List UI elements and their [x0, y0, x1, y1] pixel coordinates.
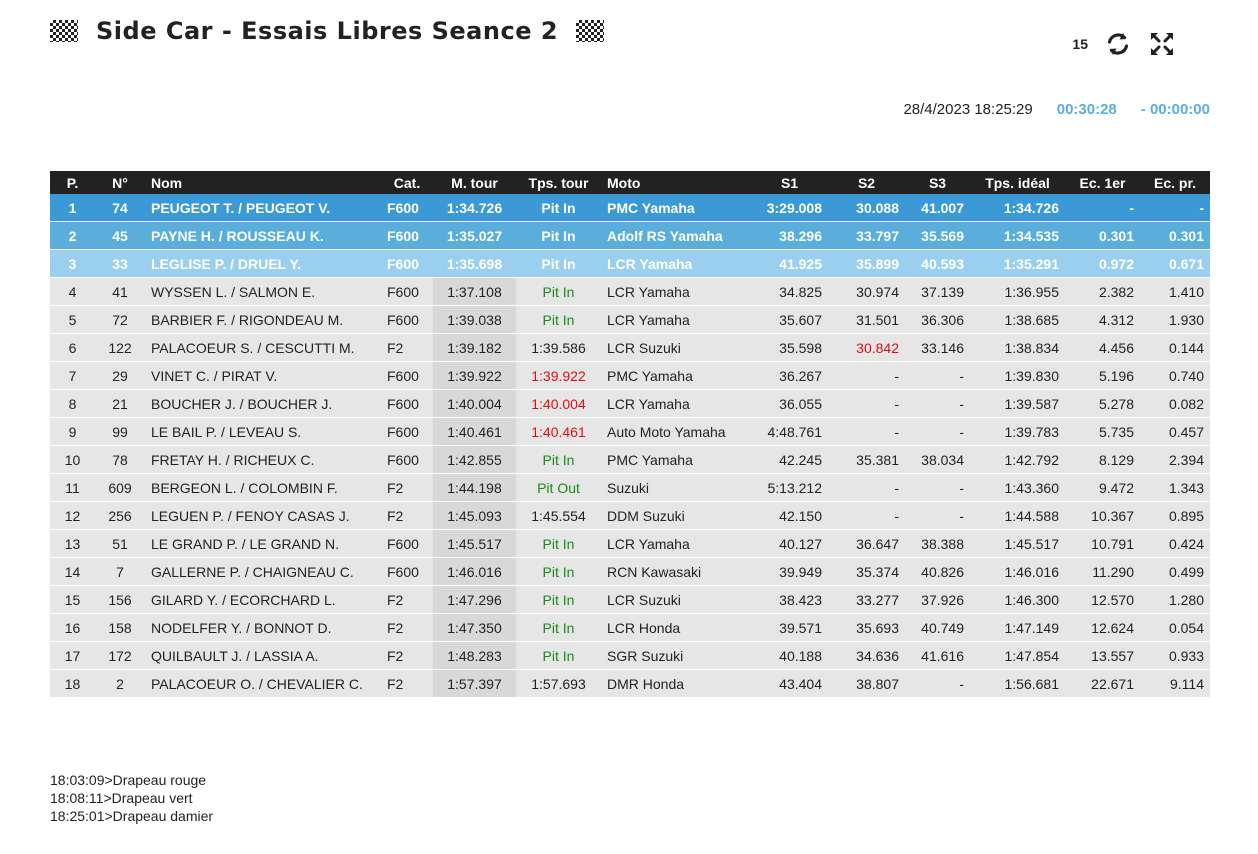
cell-category: F600: [381, 306, 433, 334]
cell-s2: 35.381: [828, 446, 905, 474]
cell-gap-leader: 2.382: [1065, 278, 1140, 306]
cell-position: 6: [50, 334, 95, 362]
cell-number: 122: [95, 334, 145, 362]
message-line: 18:25:01>Drapeau damier: [50, 808, 214, 824]
cell-lap-time: 1:45.554: [516, 502, 601, 530]
cell-name: LE GRAND P. / LE GRAND N.: [145, 530, 381, 558]
cell-gap-previous: 2.394: [1140, 446, 1210, 474]
cell-gap-previous: 1.280: [1140, 586, 1210, 614]
cell-gap-previous: -: [1140, 194, 1210, 222]
cell-s1: 40.127: [751, 530, 828, 558]
cell-bike: DDM Suzuki: [601, 502, 751, 530]
cell-ideal-time: 1:35.291: [970, 250, 1065, 278]
results-body: [50, 194, 1210, 698]
cell-s2: 34.636: [828, 642, 905, 670]
cell-position: 12: [50, 502, 95, 530]
cell-bike: LCR Yamaha: [601, 530, 751, 558]
cell-s3: 35.569: [905, 222, 970, 250]
cell-best-lap: 1:39.038: [433, 306, 516, 334]
cell-lap-time: 1:40.004: [516, 390, 601, 418]
cell-s3: 40.826: [905, 558, 970, 586]
cell-number: 7: [95, 558, 145, 586]
cell-s3: 37.926: [905, 586, 970, 614]
cell-bike: LCR Yamaha: [601, 278, 751, 306]
cell-bike: SGR Suzuki: [601, 642, 751, 670]
cell-ideal-time: 1:36.955: [970, 278, 1065, 306]
page-title: Side Car - Essais Libres Seance 2: [96, 17, 559, 45]
table-row[interactable]: [50, 334, 1210, 362]
cell-gap-previous: 9.114: [1140, 670, 1210, 698]
cell-s2: 30.088: [828, 194, 905, 222]
cell-name: PALACOEUR O. / CHEVALIER C.: [145, 670, 381, 698]
cell-s3: -: [905, 502, 970, 530]
cell-ideal-time: 1:42.792: [970, 446, 1065, 474]
cell-number: 2: [95, 670, 145, 698]
cell-bike: PMC Yamaha: [601, 194, 751, 222]
table-row[interactable]: [50, 306, 1210, 334]
table-row[interactable]: [50, 642, 1210, 670]
cell-number: 156: [95, 586, 145, 614]
header-controls: [1072, 30, 1176, 58]
cell-position: 1: [50, 194, 95, 222]
col-header-category[interactable]: Cat.: [381, 171, 433, 194]
cell-best-lap: 1:47.350: [433, 614, 516, 642]
cell-bike: LCR Yamaha: [601, 306, 751, 334]
cell-gap-previous: 0.457: [1140, 418, 1210, 446]
cell-gap-leader: 12.570: [1065, 586, 1140, 614]
cell-s3: -: [905, 474, 970, 502]
cell-s1: 34.825: [751, 278, 828, 306]
cell-number: 45: [95, 222, 145, 250]
cell-s1: 43.404: [751, 670, 828, 698]
cell-lap-time: 1:39.586: [516, 334, 601, 362]
table-row[interactable]: [50, 614, 1210, 642]
cell-gap-leader: 5.735: [1065, 418, 1140, 446]
table-row[interactable]: [50, 502, 1210, 530]
cell-gap-previous: 0.301: [1140, 222, 1210, 250]
cell-ideal-time: 1:46.300: [970, 586, 1065, 614]
cell-lap-time: 1:39.922: [516, 362, 601, 390]
cell-ideal-time: 1:46.016: [970, 558, 1065, 586]
cell-position: 17: [50, 642, 95, 670]
cell-s2: 30.974: [828, 278, 905, 306]
cell-ideal-time: 1:39.783: [970, 418, 1065, 446]
col-header-gap-leader[interactable]: Ec. 1er: [1065, 171, 1140, 194]
cell-lap-time: Pit In: [516, 642, 601, 670]
cell-s2: 31.501: [828, 306, 905, 334]
cell-best-lap: 1:42.855: [433, 446, 516, 474]
table-row[interactable]: [50, 670, 1210, 698]
cell-gap-previous: 0.054: [1140, 614, 1210, 642]
cell-number: 33: [95, 250, 145, 278]
cell-lap-time: Pit In: [516, 222, 601, 250]
cell-gap-leader: 12.624: [1065, 614, 1140, 642]
cell-number: 21: [95, 390, 145, 418]
cell-number: 158: [95, 614, 145, 642]
cell-gap-previous: 0.144: [1140, 334, 1210, 362]
cell-best-lap: 1:40.461: [433, 418, 516, 446]
cell-best-lap: 1:37.108: [433, 278, 516, 306]
cell-bike: LCR Suzuki: [601, 334, 751, 362]
page-header: [50, 14, 604, 48]
cell-position: 2: [50, 222, 95, 250]
cell-lap-time: Pit In: [516, 558, 601, 586]
cell-s1: 39.949: [751, 558, 828, 586]
cell-best-lap: 1:34.726: [433, 194, 516, 222]
col-header-s1[interactable]: S1: [751, 171, 828, 194]
cell-bike: Adolf RS Yamaha: [601, 222, 751, 250]
cell-name: PEUGEOT T. / PEUGEOT V.: [145, 194, 381, 222]
cell-ideal-time: 1:47.854: [970, 642, 1065, 670]
col-header-position[interactable]: P.: [50, 171, 95, 194]
cell-bike: LCR Suzuki: [601, 586, 751, 614]
cell-ideal-time: 1:39.830: [970, 362, 1065, 390]
cell-gap-leader: 13.557: [1065, 642, 1140, 670]
cell-lap-time: Pit In: [516, 194, 601, 222]
cell-lap-time: Pit In: [516, 530, 601, 558]
cell-gap-previous: 0.082: [1140, 390, 1210, 418]
cell-s2: -: [828, 362, 905, 390]
cell-s3: -: [905, 670, 970, 698]
fullscreen-icon[interactable]: [1148, 30, 1176, 58]
cell-gap-previous: 1.930: [1140, 306, 1210, 334]
cell-lap-time: Pit In: [516, 446, 601, 474]
message-line: 18:03:09>Drapeau rouge: [50, 772, 207, 788]
cell-category: F600: [381, 446, 433, 474]
table-row[interactable]: [50, 558, 1210, 586]
cell-bike: LCR Yamaha: [601, 250, 751, 278]
cell-gap-leader: 9.472: [1065, 474, 1140, 502]
cell-best-lap: 1:44.198: [433, 474, 516, 502]
cell-gap-leader: -: [1065, 194, 1140, 222]
cell-s1: 38.296: [751, 222, 828, 250]
cell-category: F600: [381, 362, 433, 390]
cell-name: WYSSEN L. / SALMON E.: [145, 278, 381, 306]
cell-ideal-time: 1:56.681: [970, 670, 1065, 698]
cell-ideal-time: 1:38.834: [970, 334, 1065, 362]
cell-gap-leader: 4.456: [1065, 334, 1140, 362]
cell-gap-previous: 0.424: [1140, 530, 1210, 558]
table-row[interactable]: [50, 418, 1210, 446]
cell-category: F600: [381, 530, 433, 558]
cell-category: F2: [381, 642, 433, 670]
cell-s1: 39.571: [751, 614, 828, 642]
table-row[interactable]: [50, 222, 1210, 250]
cell-best-lap: 1:39.182: [433, 334, 516, 362]
message-line: 18:08:11>Drapeau vert: [50, 790, 193, 806]
cell-gap-leader: 5.278: [1065, 390, 1140, 418]
cell-name: GALLERNE P. / CHAIGNEAU C.: [145, 558, 381, 586]
table-row[interactable]: [50, 586, 1210, 614]
cell-number: 29: [95, 362, 145, 390]
cell-lap-time: Pit In: [516, 306, 601, 334]
col-header-best-lap[interactable]: M. tour: [433, 171, 516, 194]
col-header-bike[interactable]: Moto: [601, 171, 751, 194]
cell-s2: -: [828, 390, 905, 418]
cell-gap-leader: 10.367: [1065, 502, 1140, 530]
elapsed-time: 00:30:28: [1056, 101, 1117, 118]
cell-number: 256: [95, 502, 145, 530]
col-header-s2[interactable]: S2: [828, 171, 905, 194]
cell-s1: 3:29.008: [751, 194, 828, 222]
cell-s1: 5:13.212: [751, 474, 828, 502]
cell-s1: 35.607: [751, 306, 828, 334]
cell-s2: -: [828, 502, 905, 530]
table-row[interactable]: [50, 446, 1210, 474]
cell-name: FRETAY H. / RICHEUX C.: [145, 446, 381, 474]
cell-gap-leader: 11.290: [1065, 558, 1140, 586]
refresh-interval: 15: [1072, 36, 1088, 52]
cell-s3: 41.007: [905, 194, 970, 222]
cell-lap-time: 1:57.693: [516, 670, 601, 698]
cell-category: F2: [381, 474, 433, 502]
cell-position: 4: [50, 278, 95, 306]
cell-name: QUILBAULT J. / LASSIA A.: [145, 642, 381, 670]
cell-best-lap: 1:57.397: [433, 670, 516, 698]
cell-s1: 42.245: [751, 446, 828, 474]
cell-s1: 42.150: [751, 502, 828, 530]
cell-name: LEGUEN P. / FENOY CASAS J.: [145, 502, 381, 530]
cell-category: F600: [381, 194, 433, 222]
cell-s3: 41.616: [905, 642, 970, 670]
cell-category: F600: [381, 222, 433, 250]
cell-s2: -: [828, 418, 905, 446]
cell-ideal-time: 1:39.587: [970, 390, 1065, 418]
table-row[interactable]: [50, 530, 1210, 558]
cell-ideal-time: 1:38.685: [970, 306, 1065, 334]
cell-position: 11: [50, 474, 95, 502]
cell-ideal-time: 1:44.588: [970, 502, 1065, 530]
cell-s3: 37.139: [905, 278, 970, 306]
cell-best-lap: 1:46.016: [433, 558, 516, 586]
cell-s2: 35.899: [828, 250, 905, 278]
cell-name: LE BAIL P. / LEVEAU S.: [145, 418, 381, 446]
cell-s3: 40.593: [905, 250, 970, 278]
cell-position: 3: [50, 250, 95, 278]
cell-bike: RCN Kawasaki: [601, 558, 751, 586]
cell-number: 74: [95, 194, 145, 222]
checkered-flag-icon: [50, 20, 78, 42]
col-header-s3[interactable]: S3: [905, 171, 970, 194]
checkered-flag-icon: [576, 20, 604, 42]
cell-bike: DMR Honda: [601, 670, 751, 698]
cell-s3: -: [905, 390, 970, 418]
cell-gap-previous: 1.410: [1140, 278, 1210, 306]
cell-best-lap: 1:45.093: [433, 502, 516, 530]
race-messages: [50, 771, 213, 825]
cell-category: F600: [381, 278, 433, 306]
cell-bike: Suzuki: [601, 474, 751, 502]
cell-best-lap: 1:45.517: [433, 530, 516, 558]
cell-gap-leader: 0.972: [1065, 250, 1140, 278]
cell-position: 8: [50, 390, 95, 418]
cell-s2: 33.277: [828, 586, 905, 614]
cell-s2: 35.693: [828, 614, 905, 642]
cell-s2: -: [828, 474, 905, 502]
cell-position: 13: [50, 530, 95, 558]
cell-category: F600: [381, 418, 433, 446]
cell-bike: LCR Honda: [601, 614, 751, 642]
cell-best-lap: 1:40.004: [433, 390, 516, 418]
cell-number: 609: [95, 474, 145, 502]
cell-s2: 33.797: [828, 222, 905, 250]
cell-lap-time: Pit In: [516, 250, 601, 278]
cell-gap-leader: 10.791: [1065, 530, 1140, 558]
cell-ideal-time: 1:43.360: [970, 474, 1065, 502]
col-header-ideal-time[interactable]: Tps. idéal: [970, 171, 1065, 194]
cell-category: F600: [381, 390, 433, 418]
cell-ideal-time: 1:45.517: [970, 530, 1065, 558]
cell-number: 41: [95, 278, 145, 306]
cell-position: 7: [50, 362, 95, 390]
cell-gap-previous: 0.740: [1140, 362, 1210, 390]
cell-lap-time: Pit In: [516, 614, 601, 642]
cell-lap-time: Pit In: [516, 586, 601, 614]
cell-s1: 41.925: [751, 250, 828, 278]
cell-best-lap: 1:35.698: [433, 250, 516, 278]
cell-number: 51: [95, 530, 145, 558]
cell-best-lap: 1:47.296: [433, 586, 516, 614]
cell-gap-previous: 0.499: [1140, 558, 1210, 586]
cell-category: F2: [381, 334, 433, 362]
refresh-icon[interactable]: [1104, 30, 1132, 58]
cell-s3: -: [905, 418, 970, 446]
cell-name: PALACOEUR S. / CESCUTTI M.: [145, 334, 381, 362]
cell-bike: PMC Yamaha: [601, 362, 751, 390]
current-datetime: 28/4/2023 18:25:29: [903, 101, 1033, 118]
cell-position: 16: [50, 614, 95, 642]
cell-s2: 35.374: [828, 558, 905, 586]
cell-s2: 36.647: [828, 530, 905, 558]
cell-gap-previous: 0.895: [1140, 502, 1210, 530]
cell-gap-leader: 8.129: [1065, 446, 1140, 474]
session-clock: [903, 101, 1210, 118]
col-header-number[interactable]: N°: [95, 171, 145, 194]
cell-lap-time: Pit Out: [516, 474, 601, 502]
cell-category: F2: [381, 614, 433, 642]
cell-position: 18: [50, 670, 95, 698]
cell-s3: 36.306: [905, 306, 970, 334]
cell-gap-leader: 4.312: [1065, 306, 1140, 334]
cell-bike: PMC Yamaha: [601, 446, 751, 474]
cell-s1: 4:48.761: [751, 418, 828, 446]
table-row[interactable]: [50, 474, 1210, 502]
cell-name: GILARD Y. / ECORCHARD L.: [145, 586, 381, 614]
cell-position: 9: [50, 418, 95, 446]
cell-ideal-time: 1:34.535: [970, 222, 1065, 250]
table-row[interactable]: [50, 194, 1210, 222]
cell-name: PAYNE H. / ROUSSEAU K.: [145, 222, 381, 250]
cell-gap-previous: 0.933: [1140, 642, 1210, 670]
cell-s3: 40.749: [905, 614, 970, 642]
table-row[interactable]: [50, 362, 1210, 390]
cell-gap-previous: 0.671: [1140, 250, 1210, 278]
cell-name: VINET C. / PIRAT V.: [145, 362, 381, 390]
cell-s1: 36.055: [751, 390, 828, 418]
cell-category: F600: [381, 250, 433, 278]
table-row[interactable]: [50, 278, 1210, 306]
col-header-gap-previous[interactable]: Ec. pr.: [1140, 171, 1210, 194]
cell-number: 99: [95, 418, 145, 446]
col-header-lap-time[interactable]: Tps. tour: [516, 171, 601, 194]
cell-category: F2: [381, 502, 433, 530]
cell-lap-time: Pit In: [516, 278, 601, 306]
cell-number: 72: [95, 306, 145, 334]
cell-number: 172: [95, 642, 145, 670]
cell-s2: 30.842: [828, 334, 905, 362]
cell-name: BERGEON L. / COLOMBIN F.: [145, 474, 381, 502]
results-table: [50, 171, 1210, 698]
cell-best-lap: 1:48.283: [433, 642, 516, 670]
cell-bike: Auto Moto Yamaha: [601, 418, 751, 446]
cell-s2: 38.807: [828, 670, 905, 698]
cell-lap-time: 1:40.461: [516, 418, 601, 446]
cell-bike: LCR Yamaha: [601, 390, 751, 418]
cell-ideal-time: 1:34.726: [970, 194, 1065, 222]
cell-number: 78: [95, 446, 145, 474]
col-header-name[interactable]: Nom: [145, 171, 381, 194]
cell-category: F600: [381, 558, 433, 586]
cell-name: BARBIER F. / RIGONDEAU M.: [145, 306, 381, 334]
cell-best-lap: 1:35.027: [433, 222, 516, 250]
cell-name: NODELFER Y. / BONNOT D.: [145, 614, 381, 642]
cell-s1: 38.423: [751, 586, 828, 614]
cell-gap-leader: 22.671: [1065, 670, 1140, 698]
cell-s3: 38.388: [905, 530, 970, 558]
cell-gap-leader: 0.301: [1065, 222, 1140, 250]
cell-s1: 36.267: [751, 362, 828, 390]
cell-category: F2: [381, 670, 433, 698]
cell-position: 5: [50, 306, 95, 334]
cell-s1: 40.188: [751, 642, 828, 670]
cell-position: 14: [50, 558, 95, 586]
cell-name: BOUCHER J. / BOUCHER J.: [145, 390, 381, 418]
cell-gap-leader: 5.196: [1065, 362, 1140, 390]
cell-position: 10: [50, 446, 95, 474]
remaining-time: - 00:00:00: [1140, 101, 1210, 118]
cell-position: 15: [50, 586, 95, 614]
cell-s1: 35.598: [751, 334, 828, 362]
cell-category: F2: [381, 586, 433, 614]
cell-s3: -: [905, 362, 970, 390]
cell-best-lap: 1:39.922: [433, 362, 516, 390]
cell-s3: 33.146: [905, 334, 970, 362]
table-row[interactable]: [50, 250, 1210, 278]
table-row[interactable]: [50, 390, 1210, 418]
cell-gap-previous: 1.343: [1140, 474, 1210, 502]
cell-ideal-time: 1:47.149: [970, 614, 1065, 642]
cell-s3: 38.034: [905, 446, 970, 474]
table-header-row: [50, 171, 1210, 194]
cell-name: LEGLISE P. / DRUEL Y.: [145, 250, 381, 278]
